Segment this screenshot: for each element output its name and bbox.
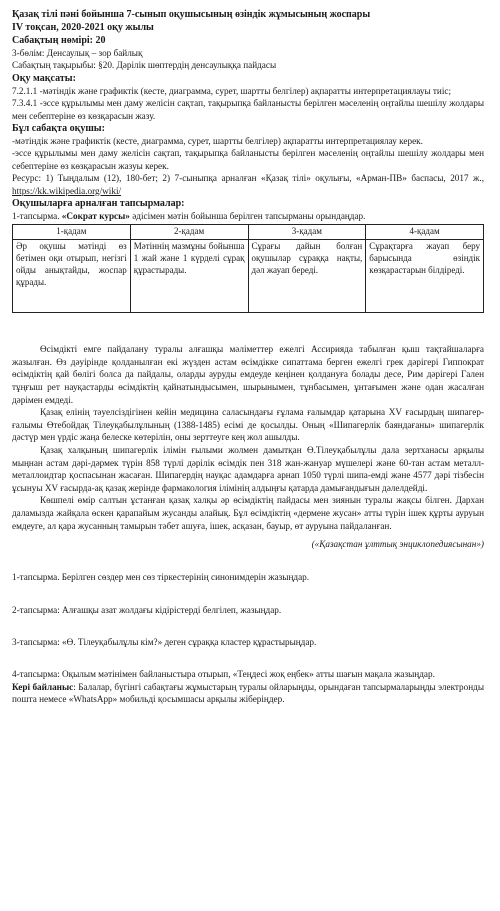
reading-paragraph: Қазақ халқының шипагерлік ілімін ғылыми жолмен дамытқан Ө.Тілеуқабылұлы дала зертханасы арқылы мыңнан астам дәрі-дәрмек түрін 858 түрлі дәрілік өсімдік пен 318 жан-жануар мүшелері және 60-тан астам металл-металлоидтар қоспасынан жасаған. Шипагердің науқас адамдарға арнап 1050 түрлі шипа-емді және 4577 дәрі тізбесін ұсынуы XV ғасырда-ақ қазақ жерінде фармакология ілімінің алдыңғы қатарда дамығандығын дәлелдейді. xyxy=(12,445,484,493)
spacer xyxy=(12,313,484,343)
step-cell: Сұрағы дайын болған оқушылар сұраққа нақты, дәл жауап береді. xyxy=(248,240,366,313)
tasks-heading: Оқушыларға арналған тапсырмалар: xyxy=(12,198,185,210)
resources-text: Ресурс: 1) Тыңдалым (12), 180-бет; 2) 7-сыныпқа арналған «Қазақ тілі» оқулығы, «Арман-ПВ» баспасы, 2017 ж., xyxy=(12,173,484,184)
feedback-label: Кері байланыс xyxy=(12,681,74,692)
later-task: 3-тапсырма: «Ө. Тілеуқабылұлы кім?» деген сұраққа кластер құрастырыңдар. xyxy=(12,636,317,647)
steps-table xyxy=(12,224,484,313)
reading-paragraph: Қазақ елінің тәуелсіздігінен кейін медицина саласындағы ғұлама ғалымдар қатарына XV ғасырдың шипагер-ғалымы Өтебойдақ Тілеуқабылұлының (1388-1485) есімі де қосылды. Оның «Шипагерлік баяндағаны» шипагерлік дәстүр мен үрдіс жаңа белеске көтерілін, оны зерттеуге кең жол ашылды. xyxy=(12,407,484,443)
task1-suffix: әдісімен мәтін бойынша берілген тапсырманы орындаңдар. xyxy=(129,211,366,222)
lesson-goals-heading: Бұл сабақта оқушы: xyxy=(12,123,105,135)
section-line: 3-бөлім: Денсаулық – зор байлық xyxy=(12,48,143,58)
goal-item: 7.2.1.1 -мәтіндік және графиктік (кесте, диаграмма, сурет, шартты белгілер) ақпаратты интерпретациялауы тиіс; xyxy=(12,85,452,96)
reading-paragraph: Өсімдікті емге пайдалану туралы алғашқы мәліметтер ежелгі Ассирияда табылған қыш тақтайшаларға жазылған. Өз дәуірінде қолданылған екі жүзден астам өсімдікке сипаттама берген ежелгі грек дәрігері Гиппократ өсімдіктің қай бөлігі болса да пайдалы, оларды ауруды емдеуде кеңінен қолдануға болады десе, Рим дәрігері Гален тұңғыш рет науқастарды өсімдіктің қайнатындысымен, шырынымен, тұнбасымен, ұнтағымен және одан жасалған дәрімен емдеді. xyxy=(12,344,484,405)
spacer xyxy=(12,616,484,636)
reading-source: («Қазақстан ұлттық энциклопедиясынан») xyxy=(311,539,484,550)
task1-method: «Сократ курсы» xyxy=(61,211,130,222)
step-cell: Мәтіннің мазмұны бойынша 1 жай және 1 күрделі сұрақ құрастырады. xyxy=(130,240,248,313)
step-cell: Сұрақтарға жауап беру барысында өзіндік көзқарастарын білдіреді. xyxy=(366,240,484,313)
goals-heading: Оқу мақсаты: xyxy=(12,72,76,84)
term-line: IV тоқсан, 2020-2021 оқу жылы xyxy=(12,22,154,33)
task1-prefix: 1-тапсырма. xyxy=(12,211,62,222)
steps-row xyxy=(13,240,484,313)
step-cell: Әр оқушы мәтінді өз бетімен оқи отырып, негізгі ойды анықтайды, жоспар құрады. xyxy=(13,240,131,313)
feedback-line xyxy=(12,681,484,706)
lesson-number: Сабақтың нөмірі: 20 xyxy=(12,35,106,46)
later-task: 1-тапсырма. Берілген сөздер мен сөз тіркестерінің синонимдерін жазыңдар. xyxy=(12,572,310,583)
step-header: 4-қадам xyxy=(366,225,484,240)
later-task: 2-тапсырма: Алғашқы азат жолдағы кідірістерді белгілеп, жазыңдар. xyxy=(12,604,282,615)
feedback-text: : Балалар, бүгінгі сабақтағы жұмыстарың туралы ойларыңды, орындаған тапсырмаларыңды электронды пошта немесе «WhatsApp» мобильді қосымшасы арқылы жіберіңдер. xyxy=(12,681,484,705)
lesson-goal-item: -мәтіндік және графиктік (кесте, диаграмма, сурет, шартты белгілер) ақпаратты интерпретациялау керек. xyxy=(12,136,423,147)
spacer xyxy=(12,551,484,571)
wikipedia-link[interactable]: https://kk.wikipedia.org/wiki/ xyxy=(12,185,122,196)
step-header: 2-қадам xyxy=(130,225,248,240)
steps-header-row xyxy=(13,225,484,240)
lesson-goal-item: -эссе құрылымы мен даму желісін сақтап, тақырыпқа байланысты берілген мәселенің оңтайлы шешілу жолдары мен себептеріне өз көзқарасын жазуы керек. xyxy=(12,148,484,171)
task1-intro xyxy=(12,210,484,222)
spacer xyxy=(12,584,484,604)
spacer xyxy=(12,648,484,668)
step-header: 1-қадам xyxy=(13,225,131,240)
reading-paragraph: Көшпелі өмір салтын ұстанған қазақ халқы әр өсімдіктің пайдасы мен зиянын туралы жақсы білген. Дархан даламызда жайқала өскен қарапайым жусанды алайық. Бұл өсімдіктің «дермене жусан» атты түрін ішек құрты ауруын емдеуге, ал қара жусанның тамырын тәбет ашуға, ішек, асқазан, бауыр, өт ауруына пайдаланған. xyxy=(12,495,484,531)
goal-item: 7.3.4.1 -эссе құрылымы мен даму желісін сақтап, тақырыпқа байланысты берілген мәселенің оңтайлы шешілу жолдары мен себептеріне өз көзқарасын жазу. xyxy=(12,98,484,121)
document-title: Қазақ тілі пәні бойынша 7-сынып оқушысының өзіндік жұмысының жоспары xyxy=(12,9,371,20)
resources-line xyxy=(12,172,484,197)
later-task: 4-тапсырма: Оқылым мәтінімен байланыстыра отырып, «Теңдесі жоқ еңбек» атты шағын мақала жазыңдар. xyxy=(12,669,435,680)
topic-line: Сабақтың тақырыбы: §20. Дәрілік шөптердің денсаулыққа пайдасы xyxy=(12,60,277,71)
step-header: 3-қадам xyxy=(248,225,366,240)
